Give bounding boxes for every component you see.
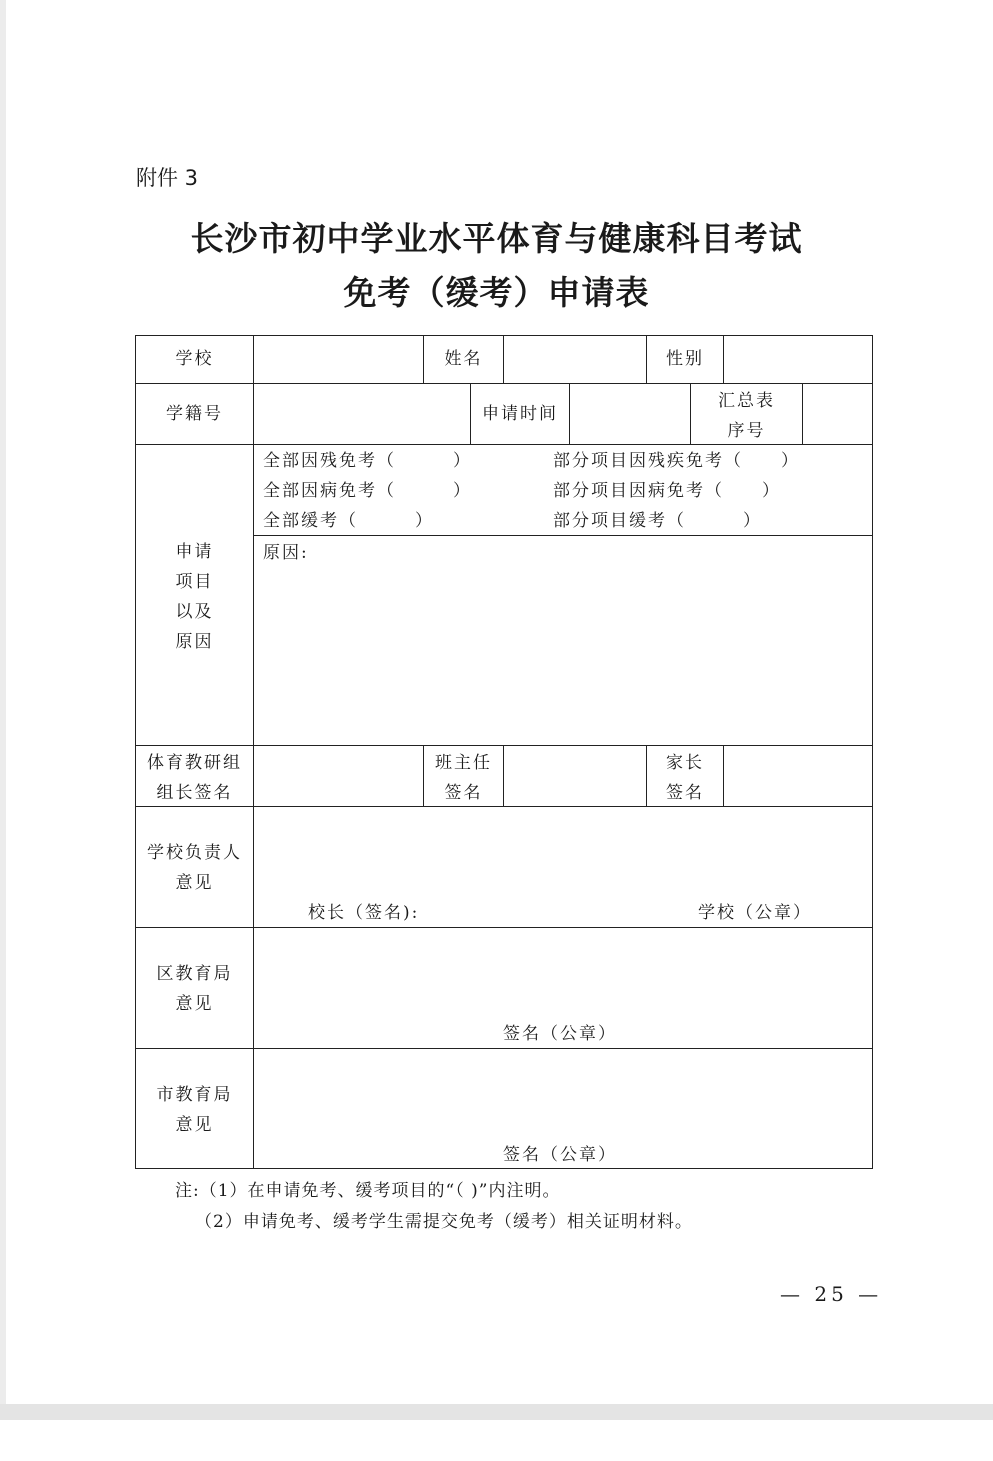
city-opinion-label-line1: 市教育局 [156,1085,233,1105]
school-seal-label: 学校（公章） [698,903,812,923]
parent-label-line1: 家长 [666,753,704,773]
summary-index-label-line1: 汇总表 [718,391,775,411]
apply-label-line4: 原因 [175,632,214,652]
apply-label-line3: 以及 [175,602,214,622]
apply-time-label: 申请时间 [482,404,558,424]
head-teacher-label-line1: 班主任 [435,753,492,773]
head-teacher-signature-input[interactable] [504,746,646,806]
school-opinion-label-line1: 学校负责人 [147,843,242,863]
gender-label: 性别 [666,349,704,369]
parent-label-line2: 签名 [666,783,704,803]
parent-signature-input[interactable] [724,746,872,806]
apply-time-input[interactable] [570,384,690,444]
school-input[interactable] [254,336,423,383]
student-id-label: 学籍号 [166,404,223,424]
city-seal-label: 签名（公章） [503,1145,617,1165]
gender-input[interactable] [724,336,872,383]
school-opinion-label-line2: 意见 [175,873,214,893]
district-opinion-label-line2: 意见 [175,994,214,1014]
option-all-deferral[interactable]: 全部缓考（ ） [263,511,434,531]
option-partial-deferral[interactable]: 部分项目缓考（ ） [553,511,762,531]
summary-index-label-line2: 序号 [727,421,766,441]
pe-leader-signature-input[interactable] [254,746,423,806]
table-border-right [872,335,873,1169]
option-all-illness-exempt[interactable]: 全部因病免考（ ） [263,481,472,501]
head-teacher-label-line2: 签名 [444,783,483,803]
district-opinion-label-line1: 区教育局 [156,964,233,984]
apply-label-line2: 项目 [175,572,214,592]
row-divider [135,383,873,384]
pe-leader-label-line2: 组长签名 [156,783,233,803]
student-id-input[interactable] [254,384,470,444]
attachment-label: 附件 3 [136,166,199,190]
principal-signature-label: 校长（签名): [308,903,420,923]
option-partial-disability-exempt[interactable]: 部分项目因残疾免考（ ） [553,451,800,471]
form-title-line1: 长沙市初中学业水平体育与健康科目考试 [190,219,803,258]
note-line-1: 注:（1）在申请免考、缓考项目的“（ )”内注明。 [175,1181,561,1201]
summary-index-input[interactable] [803,384,872,444]
school-label: 学校 [175,349,214,369]
next-page-area [0,1420,993,1461]
reason-label: 原因: [263,543,309,563]
apply-label-line1: 申请 [175,542,214,562]
note-line-2: （2）申请免考、缓考学生需提交免考（缓考）相关证明材料。 [195,1212,693,1232]
pe-leader-label-line1: 体育教研组 [147,753,242,773]
name-label: 姓名 [444,349,483,369]
city-opinion-label-line2: 意见 [175,1115,214,1135]
name-input[interactable] [504,336,646,383]
page-bottom-divider [0,1404,993,1420]
district-seal-label: 签名（公章） [503,1024,617,1044]
page-number: — 25 — [780,1282,883,1306]
option-partial-illness-exempt[interactable]: 部分项目因病免考（ ） [553,481,781,501]
reason-input[interactable] [254,570,872,744]
option-all-disability-exempt[interactable]: 全部因残免考（ ） [263,451,472,471]
form-title-line2: 免考（缓考）申请表 [343,273,650,312]
